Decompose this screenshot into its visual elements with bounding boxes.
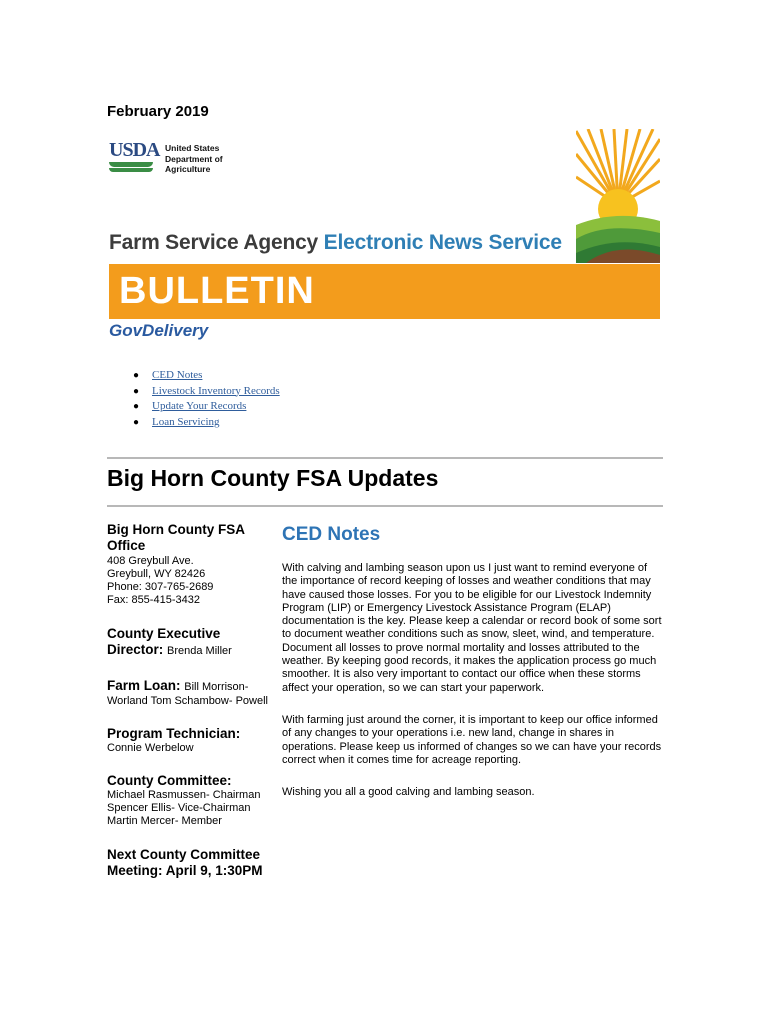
ced-label-line: County Executive	[107, 626, 221, 641]
article-paragraph: With calving and lambing season upon us I just want to remind everyone of the importance of record keeping of losses and weather conditions that may have caused those losses. For you to be eligible for our Livestock Indemnity Program (LIP) or Emergency Livestock Assistance Program (ELAP) documentation is the key. Please keep a calendar or record book of some sort to document weather conditions such as snow, sleet, wind, and temperature. Document all losses to prove normal mortality and losses attributed to the weather. By keeping good records, it makes the application process go much smoother. It is also very important to contact our office when these storms affect your operation, so we can start your paperwork.	[282, 562, 662, 694]
ced-label: Director:	[107, 642, 164, 657]
divider	[107, 457, 663, 459]
article-paragraph: With farming just around the corner, it is important to keep our office informed of any changes to your operations i.e. new land, change in shares in operations. Please keep us informed of changes so we can have your records correct when it comes time for acreage reporting.	[282, 714, 662, 766]
tech-name: Connie Werbelow	[107, 742, 194, 754]
address-line: Phone: 307-765-2689	[107, 581, 214, 593]
toc-link-update-records[interactable]: Update Your Records	[152, 400, 247, 412]
committee-member: Michael Rasmussen- Chairman	[107, 789, 261, 801]
committee-member: Martin Mercer- Member	[107, 815, 222, 827]
office-address	[107, 555, 287, 607]
loan-name: Bill Morrison-	[184, 681, 249, 693]
toc-link-livestock-inventory[interactable]: Livestock Inventory Records	[152, 384, 280, 397]
table-of-contents	[133, 368, 280, 430]
newsletter-date: February 2019	[107, 103, 209, 120]
office-block	[107, 522, 287, 607]
fsa-header-service: Electronic News Service	[323, 231, 562, 254]
bullet-icon: ●	[133, 385, 140, 397]
bullet-icon: ●	[133, 401, 140, 412]
usda-name	[165, 143, 223, 175]
bulletin-banner	[109, 264, 660, 319]
ced-name: Brenda Miller	[167, 645, 232, 657]
office-title	[107, 522, 287, 554]
sun-field-graphic	[576, 129, 660, 263]
office-title-line: Big Horn County FSA	[107, 522, 245, 537]
committee-block	[107, 773, 287, 828]
toc-item	[133, 399, 280, 415]
bullet-icon: ●	[133, 416, 140, 428]
usda-mark	[109, 139, 160, 175]
office-title-line: Office	[107, 538, 146, 553]
address-line: 408 Greybull Ave.	[107, 555, 194, 567]
article-paragraph: Wishing you all a good calving and lambing season.	[282, 786, 535, 798]
tech-label: Program Technician:	[107, 726, 241, 741]
toc-item	[133, 415, 280, 431]
tech-block	[107, 726, 287, 755]
toc-item	[133, 368, 280, 384]
loan-block	[107, 678, 287, 708]
usda-name-line: Department of	[165, 153, 223, 164]
meeting-line: Meeting: April 9, 1:30PM	[107, 863, 263, 878]
toc-item	[133, 384, 280, 400]
usda-letters: USDA	[109, 139, 160, 161]
toc-link-loan-servicing[interactable]: Loan Servicing	[152, 415, 220, 428]
ced-block	[107, 626, 287, 659]
govdelivery-logo: GovDelivery	[109, 321, 209, 340]
page-title: Big Horn County FSA Updates	[107, 465, 439, 491]
article-heading: CED Notes	[282, 524, 381, 545]
usda-name-line: United States	[165, 143, 220, 153]
loan-label: Farm Loan:	[107, 678, 181, 693]
usda-logo	[109, 141, 234, 175]
address-line: Greybull, WY 82426	[107, 568, 206, 580]
address-line: Fax: 855-415-3432	[107, 594, 200, 606]
fsa-header	[109, 231, 562, 255]
meeting-block	[107, 847, 287, 879]
bulletin-label: BULLETIN	[119, 270, 315, 312]
loan-name-cont: Worland Tom Schambow- Powell	[107, 695, 268, 707]
divider	[107, 505, 663, 507]
bullet-icon: ●	[133, 370, 140, 381]
committee-label: County Committee:	[107, 773, 232, 788]
committee-member: Spencer Ellis- Vice-Chairman	[107, 802, 251, 814]
fsa-header-agency: Farm Service Agency	[109, 231, 324, 254]
meeting-line: Next County Committee	[107, 847, 261, 862]
usda-name-line: Agriculture	[165, 164, 211, 174]
toc-link-ced-notes[interactable]: CED Notes	[152, 369, 203, 381]
